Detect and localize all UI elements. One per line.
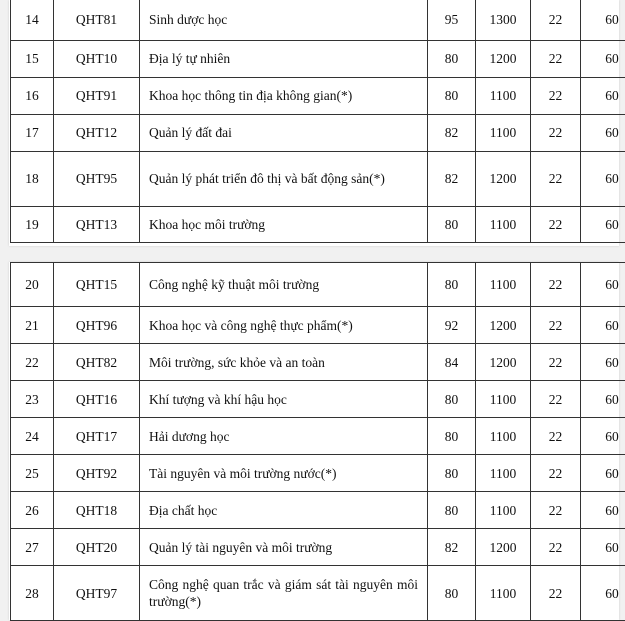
value-1: 80 — [428, 206, 476, 242]
value-3: 22 — [531, 307, 581, 344]
value-2: 1100 — [476, 566, 531, 621]
program-code: QHT97 — [54, 566, 140, 621]
row-number: 23 — [11, 381, 54, 418]
table-row — [11, 263, 625, 307]
row-number: 19 — [11, 206, 54, 242]
program-name: Khoa học và công nghệ thực phẩm(*) — [140, 307, 428, 344]
value-2: 1100 — [476, 492, 531, 529]
value-4: 60 — [581, 344, 625, 381]
program-name: Quản lý tài nguyên và môi trường — [140, 529, 428, 566]
value-1: 80 — [428, 492, 476, 529]
table-row — [11, 0, 625, 40]
program-code: QHT12 — [54, 114, 140, 151]
program-code: QHT10 — [54, 40, 140, 77]
program-code: QHT17 — [54, 418, 140, 455]
value-3: 22 — [531, 381, 581, 418]
program-name: Khí tượng và khí hậu học — [140, 381, 428, 418]
table-row — [11, 40, 625, 77]
value-2: 1100 — [476, 381, 531, 418]
table-row — [11, 455, 625, 492]
program-code: QHT15 — [54, 263, 140, 307]
row-number: 18 — [11, 151, 54, 206]
value-3: 22 — [531, 114, 581, 151]
value-4: 60 — [581, 206, 625, 242]
program-name: Khoa học môi trường — [140, 206, 428, 242]
value-3: 22 — [531, 151, 581, 206]
table-row — [11, 114, 625, 151]
value-3: 22 — [531, 263, 581, 307]
value-4: 60 — [581, 566, 625, 621]
value-1: 80 — [428, 418, 476, 455]
table-row — [11, 344, 625, 381]
program-name: Môi trường, sức khỏe và an toàn — [140, 344, 428, 381]
value-4: 60 — [581, 0, 625, 40]
program-code: QHT16 — [54, 381, 140, 418]
value-1: 82 — [428, 151, 476, 206]
table-row — [11, 77, 625, 114]
table-row — [11, 492, 625, 529]
value-4: 60 — [581, 381, 625, 418]
value-1: 80 — [428, 381, 476, 418]
program-name: Sinh dược học — [140, 0, 428, 40]
program-code: QHT95 — [54, 151, 140, 206]
value-4: 60 — [581, 492, 625, 529]
table-row — [11, 206, 625, 242]
program-name: Khoa học thông tin địa không gian(*) — [140, 77, 428, 114]
program-table-part-1 — [10, 0, 625, 243]
value-1: 95 — [428, 0, 476, 40]
program-name: Công nghệ kỹ thuật môi trường — [140, 263, 428, 307]
value-3: 22 — [531, 344, 581, 381]
program-name: Địa lý tự nhiên — [140, 40, 428, 77]
table-row — [11, 529, 625, 566]
value-1: 82 — [428, 114, 476, 151]
program-name: Quản lý phát triển đô thị và bất động sản(*) — [140, 151, 428, 206]
table-page-1 — [9, 0, 619, 246]
table-row — [11, 418, 625, 455]
value-4: 60 — [581, 455, 625, 492]
row-number: 24 — [11, 418, 54, 455]
row-number: 25 — [11, 455, 54, 492]
row-number: 14 — [11, 0, 54, 40]
program-code: QHT13 — [54, 206, 140, 242]
value-1: 80 — [428, 455, 476, 492]
value-3: 22 — [531, 40, 581, 77]
program-name: Tài nguyên và môi trường nước(*) — [140, 455, 428, 492]
program-code: QHT20 — [54, 529, 140, 566]
program-code: QHT92 — [54, 455, 140, 492]
value-4: 60 — [581, 307, 625, 344]
row-number: 15 — [11, 40, 54, 77]
value-1: 80 — [428, 263, 476, 307]
program-code: QHT81 — [54, 0, 140, 40]
value-2: 1200 — [476, 40, 531, 77]
value-2: 1200 — [476, 344, 531, 381]
value-3: 22 — [531, 529, 581, 566]
program-table-part-2 — [10, 262, 625, 621]
row-number: 22 — [11, 344, 54, 381]
value-2: 1100 — [476, 77, 531, 114]
program-code: QHT82 — [54, 344, 140, 381]
value-1: 84 — [428, 344, 476, 381]
table-page-2 — [9, 262, 619, 620]
program-name: Địa chất học — [140, 492, 428, 529]
value-3: 22 — [531, 418, 581, 455]
value-3: 22 — [531, 566, 581, 621]
value-3: 22 — [531, 0, 581, 40]
row-number: 26 — [11, 492, 54, 529]
program-code: QHT18 — [54, 492, 140, 529]
value-2: 1200 — [476, 307, 531, 344]
value-3: 22 — [531, 455, 581, 492]
value-2: 1100 — [476, 455, 531, 492]
value-4: 60 — [581, 418, 625, 455]
value-4: 60 — [581, 114, 625, 151]
value-3: 22 — [531, 206, 581, 242]
value-2: 1100 — [476, 206, 531, 242]
value-4: 60 — [581, 529, 625, 566]
value-2: 1300 — [476, 0, 531, 40]
row-number: 17 — [11, 114, 54, 151]
value-1: 80 — [428, 566, 476, 621]
value-3: 22 — [531, 77, 581, 114]
value-4: 60 — [581, 40, 625, 77]
row-number: 28 — [11, 566, 54, 621]
row-number: 21 — [11, 307, 54, 344]
value-2: 1100 — [476, 263, 531, 307]
row-number: 16 — [11, 77, 54, 114]
value-1: 82 — [428, 529, 476, 566]
value-4: 60 — [581, 263, 625, 307]
table-row — [11, 381, 625, 418]
program-code: QHT91 — [54, 77, 140, 114]
value-4: 60 — [581, 151, 625, 206]
table-row — [11, 566, 625, 621]
program-name: Quản lý đất đai — [140, 114, 428, 151]
row-number: 27 — [11, 529, 54, 566]
value-1: 80 — [428, 40, 476, 77]
program-name: Công nghệ quan trắc và giám sát tài nguyên môi trường(*) — [140, 566, 428, 621]
value-2: 1200 — [476, 151, 531, 206]
value-2: 1100 — [476, 418, 531, 455]
value-1: 80 — [428, 77, 476, 114]
table-row — [11, 151, 625, 206]
row-number: 20 — [11, 263, 54, 307]
table-row — [11, 307, 625, 344]
value-2: 1200 — [476, 529, 531, 566]
value-2: 1100 — [476, 114, 531, 151]
value-4: 60 — [581, 77, 625, 114]
value-1: 92 — [428, 307, 476, 344]
program-name: Hải dương học — [140, 418, 428, 455]
value-3: 22 — [531, 492, 581, 529]
program-code: QHT96 — [54, 307, 140, 344]
